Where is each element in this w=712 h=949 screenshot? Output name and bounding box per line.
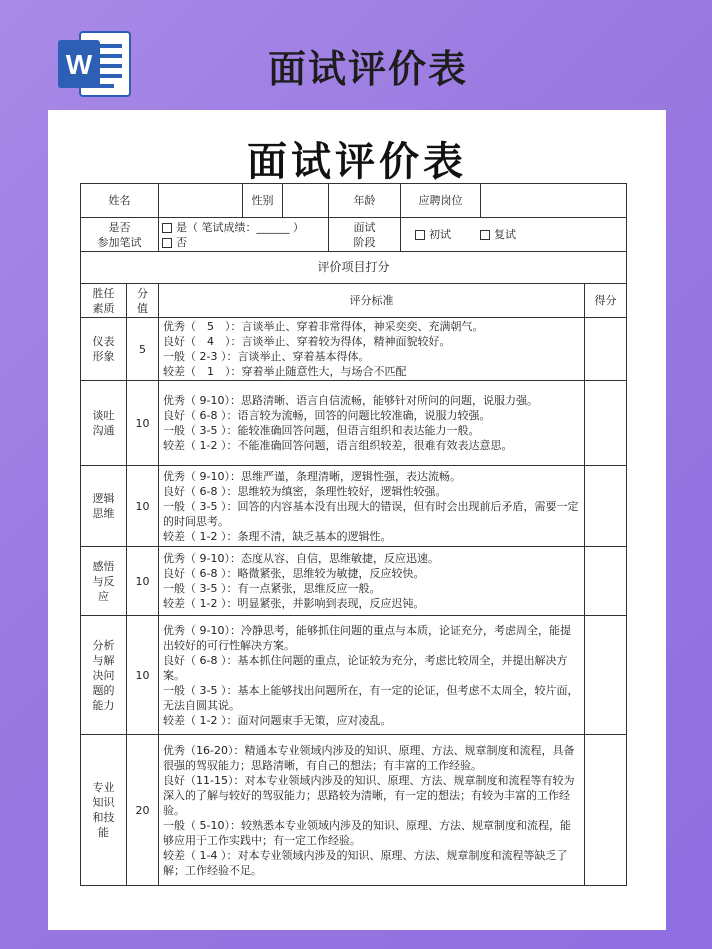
criteria-header: 评分标准 xyxy=(159,284,585,318)
criteria-line: 良好（ 6-8 ）：语言较为流畅，回答的问题比较准确，说服力较强。 xyxy=(163,409,491,422)
score-cell[interactable] xyxy=(585,318,627,381)
criteria-line: 良好（ 4 ）：言谈举止、穿着较为得体，精神面貌较好。 xyxy=(163,335,451,348)
criteria-line: 一般（ 3-5 ）：能较准确回答问题，但语言组织和表达能力一般。 xyxy=(163,424,480,437)
criteria-header-row xyxy=(81,284,627,318)
stage-second-label: 复试 xyxy=(494,228,516,241)
basic-info-row xyxy=(81,184,627,218)
score-cell[interactable] xyxy=(585,547,627,616)
criteria-line: 优秀（ 9-10）：思维严谨，条理清晰，逻辑性强，表达流畅。 xyxy=(163,469,461,483)
score-cell[interactable] xyxy=(585,466,627,547)
criteria-line: 一般（ 3-5 ）：回答的内容基本没有出现大的错误，但有时会出现前后矛盾，需要一定的时间思考。 xyxy=(163,499,579,528)
evaluation-row xyxy=(81,318,627,381)
stage-second-checkbox[interactable] xyxy=(480,230,490,240)
criteria-line: 优秀（ 9-10）：冷静思考，能够抓住问题的重点与本质，论证充分，考虑周全，能提出较好的可行性解决方案。 xyxy=(163,623,571,652)
document-page xyxy=(48,110,666,930)
criteria-line: 一般（ 3-5 ）：基本上能够找出问题所在，有一定的论证，但考虑不太周全，较片面，无法自圆其说。 xyxy=(163,683,579,712)
section-title-row xyxy=(81,252,627,284)
criteria-cell xyxy=(159,735,585,886)
points-cell: 5 xyxy=(127,318,159,381)
evaluation-row xyxy=(81,466,627,547)
criteria-line: 良好（ 6-8 ）：略微紧张，思维较为敏捷，反应较快。 xyxy=(163,567,425,580)
criteria-line: 一般（ 2-3 ）：言谈举止、穿着基本得体。 xyxy=(163,350,370,363)
criteria-line: 良好（11-15）：对本专业领域内涉及的知识、原理、方法、规章制度和流程等有较为深入的了解与较好的驾驭能力；思路较为清晰，有一定的想法；有较为丰富的工作经验。 xyxy=(163,773,575,817)
section-title: 评价项目打分 xyxy=(81,252,627,284)
svg-text:W: W xyxy=(65,49,93,80)
quality-cell: 逻辑 思维 xyxy=(81,466,127,547)
criteria-line: 优秀（ 9-10）：态度从容、自信，思维敏捷，反应迅速。 xyxy=(163,552,439,565)
points-cell: 10 xyxy=(127,547,159,616)
document-title: 面试评价表 xyxy=(247,139,467,185)
written-no-label: 否 xyxy=(176,235,187,249)
score-cell[interactable] xyxy=(585,381,627,466)
gender-label: 性别 xyxy=(243,184,283,218)
test-stage-row xyxy=(81,218,627,252)
evaluation-form-table xyxy=(80,183,627,886)
criteria-line: 一般（ 5-10）：较熟悉本专业领域内涉及的知识、原理、方法、规章制度和流程，能够应用于工作实践中；有一定工作经验。 xyxy=(163,818,571,847)
evaluation-row xyxy=(81,547,627,616)
gender-value[interactable] xyxy=(283,184,329,218)
criteria-cell xyxy=(159,547,585,616)
points-cell: 10 xyxy=(127,466,159,547)
word-icon xyxy=(58,28,132,100)
banner-title: 面试评价表 xyxy=(268,47,469,91)
stage-options xyxy=(401,218,627,252)
stage-first-checkbox[interactable] xyxy=(415,230,425,240)
criteria-line: 较差（ 1-2 ）：不能准确回答问题，语言组织较差，很难有效表达意思。 xyxy=(163,439,513,452)
criteria-line: 良好（ 6-8 ）：基本抓住问题的重点，论证较为充分，考虑比较周全，并提出解决方案。 xyxy=(163,653,568,682)
criteria-line: 一般（ 3-5 ）：有一点紧张，思维反应一般。 xyxy=(163,582,381,595)
criteria-line: 优秀（ 5 ）：言谈举止、穿着非常得体，神采奕奕、充满朝气。 xyxy=(163,320,484,333)
written-yes-checkbox[interactable] xyxy=(162,223,172,233)
criteria-cell xyxy=(159,466,585,547)
evaluation-row xyxy=(81,381,627,466)
quality-header: 胜任 素质 xyxy=(81,284,127,318)
score-cell[interactable] xyxy=(585,616,627,735)
written-test-label: 是否 参加笔试 xyxy=(81,218,159,252)
points-cell: 10 xyxy=(127,381,159,466)
criteria-cell xyxy=(159,616,585,735)
score-cell[interactable] xyxy=(585,735,627,886)
banner xyxy=(0,0,712,110)
quality-cell: 专业 知识 和技 能 xyxy=(81,735,127,886)
points-header: 分 值 xyxy=(127,284,159,318)
criteria-line: 较差（ 1-2 ）：条理不清，缺乏基本的逻辑性。 xyxy=(163,529,392,543)
criteria-line: 较差（ 1-2 ）：面对问题束手无策，应对凌乱。 xyxy=(163,713,392,727)
evaluation-row xyxy=(81,735,627,886)
points-cell: 10 xyxy=(127,616,159,735)
written-test-options xyxy=(159,218,329,252)
criteria-line: 较差（ 1-4 ）：对本专业领域内涉及的知识、原理、方法、规章制度和流程等缺乏了解；工作经验不足。 xyxy=(163,848,568,877)
quality-cell: 感悟 与反 应 xyxy=(81,547,127,616)
criteria-line: 较差（ 1-2 ）：明显紧张，并影响到表现，反应迟钝。 xyxy=(163,597,425,610)
position-label: 应聘岗位 xyxy=(401,184,481,218)
criteria-line: 良好（ 6-8 ）：思维较为缜密，条理性较好，逻辑性较强。 xyxy=(163,484,447,498)
name-value[interactable] xyxy=(159,184,243,218)
score-header: 得分 xyxy=(585,284,627,318)
criteria-cell xyxy=(159,381,585,466)
position-value[interactable] xyxy=(481,184,627,218)
quality-cell: 分析 与解 决问 题的 能力 xyxy=(81,616,127,735)
written-yes-label: 是（ 笔试成绩：______ ） xyxy=(176,220,304,234)
criteria-line: 较差（ 1 ）：穿着举止随意性大，与场合不匹配 xyxy=(163,365,407,378)
criteria-line: 优秀（16-20）：精通本专业领域内涉及的知识、原理、方法、规章制度和流程，具备很强的驾驭能力；思路清晰，有自己的想法；有丰富的工作经验。 xyxy=(163,743,575,772)
quality-cell: 仪表 形象 xyxy=(81,318,127,381)
stage-label: 面试 阶段 xyxy=(329,218,401,252)
criteria-cell xyxy=(159,318,585,381)
evaluation-row xyxy=(81,616,627,735)
points-cell: 20 xyxy=(127,735,159,886)
name-label: 姓名 xyxy=(81,184,159,218)
criteria-line: 优秀（ 9-10）：思路清晰、语言自信流畅，能够针对所问的问题，说服力强。 xyxy=(163,394,538,407)
age-label: 年龄 xyxy=(329,184,401,218)
written-no-checkbox[interactable] xyxy=(162,238,172,248)
quality-cell: 谈吐 沟通 xyxy=(81,381,127,466)
stage-first-label: 初试 xyxy=(429,228,451,241)
